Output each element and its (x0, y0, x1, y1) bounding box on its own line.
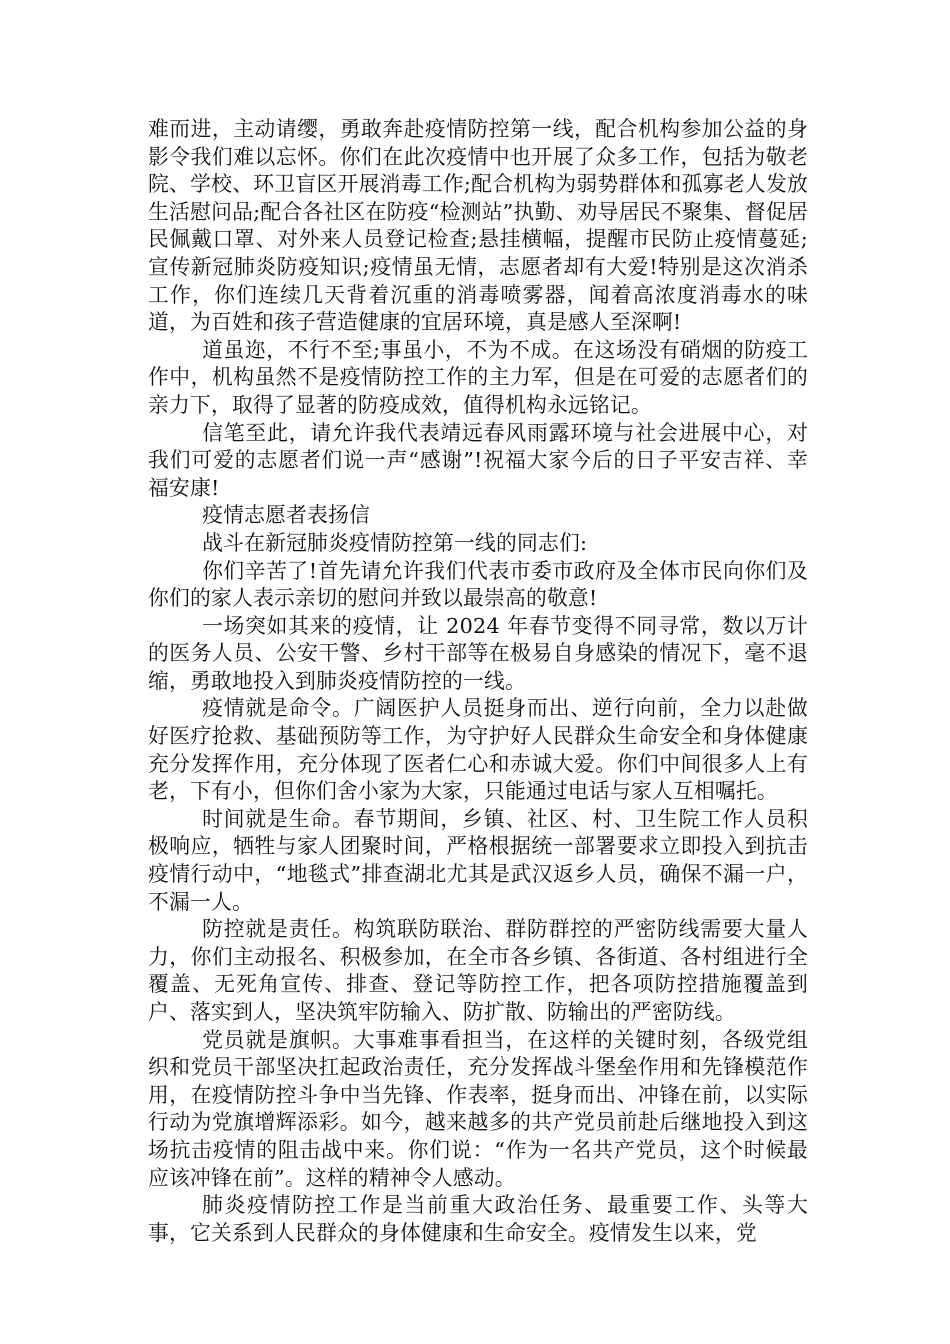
paragraph-party-members: 党员就是旗帜。大事难事看担当，在这样的关键时刻，各级党组织和党员干部坚决扛起政治责任，充分发挥战斗堡垒作用和先锋模范作用，在疫情防控斗争中当先锋、作表率，挺身而出、冲锋在前，以实际行动为党旗增辉添彩。如今，越来越多的共产党员前赴后继地投入到这场抗击疫情的阻击战中来。你们说：“作为一名共产党员，这个时候最应该冲锋在前”。这样的精神令人感动。 (148, 1027, 808, 1190)
paragraph-time-is-life: 时间就是生命。春节期间，乡镇、社区、村、卫生院工作人员积极响应，牺牲与家人团聚时间，严格根据统一部署要求立即投入到抗击疫情行动中，“地毯式”排查湖北尤其是武汉返乡人员，确保不漏一户，不漏一人。 (148, 806, 808, 914)
paragraph-greeting: 你们辛苦了!首先请允许我们代表市委市政府及全体市民向你们及你们的家人表示亲切的慰问并致以最崇高的敬意! (148, 558, 808, 611)
letter-title: 疫情志愿者表扬信 (202, 503, 371, 528)
paragraph-political-task: 肺炎疫情防控工作是当前重大政治任务、最重要工作、头等大事，它关系到人民群众的身体健康和生命安全。疫情发生以来，党 (148, 1193, 808, 1245)
paragraph-prevention-duty: 防控就是责任。构筑联防联治、群防群控的严密防线需要大量人力，你们主动报名、积极参加，在全市各乡镇、各街道、各村组进行全覆盖、无死角宣传、排查、登记等防控工作，把各项防控措施覆盖到户、落实到人，坚决筑牢防输入、防扩散、防输出的严密防线。 (148, 917, 808, 1024)
paragraph-epidemic-intro: 一场突如其来的疫情，让 2024 年春节变得不同寻常，数以万计的医务人员、公安干警、乡村干部等在极易自身感染的情况下，毫不退缩，勇敢地投入到肺炎疫情防控的一线。 (148, 613, 808, 693)
paragraph-volunteer-work: 难而进，主动请缨，勇敢奔赴疫情防控第一线，配合机构参加公益的身影令我们难以忘怀。你们在此次疫情中也开展了众多工作，包括为敬老院、学校、环卫盲区开展消毒工作;配合机构为弱势群体和孤寡老人发放生活慰问品;配合各社区在防疫“检测站”执勤、劝导居民不聚集、督促居民佩戴口罩、对外来人员登记检查;悬挂横幅，提醒市民防止疫情蔓延;宣传新冠肺炎防疫知识;疫情虽无情，志愿者却有大爱!特别是这次消杀工作，你们连续几天背着沉重的消毒喷雾器，闻着高浓度消毒水的味道，为百姓和孩子营造健康的宜居环境，真是感人至深啊! (148, 117, 808, 335)
paragraph-epidemic-command: 疫情就是命令。广阔医护人员挺身而出、逆行向前，全力以赴做好医疗抢救、基础预防等工作，为守护好人民群众生命安全和身体健康充分发挥作用，充分体现了医者仁心和赤诚大爱。你们中间很多人上有老，下有小，但你们舍小家为大家，只能通过电话与家人互相嘱托。 (148, 696, 808, 804)
document-body (148, 116, 808, 1247)
paragraph-achievement: 道虽迩，不行不至;事虽小，不为不成。在这场没有硝烟的防疫工作中，机构虽然不是疫情防控工作的主力军，但是在可爱的志愿者们的亲力下，取得了显著的防疫成效，值得机构永远铭记。 (148, 337, 808, 417)
paragraph-thanks: 信笔至此，请允许我代表靖远春风雨露环境与社会进展中心，对我们可爱的志愿者们说一声“感谢”!祝福大家今后的日子平安吉祥、幸福安康! (148, 420, 808, 500)
letter-salutation: 战斗在新冠肺炎疫情防控第一线的同志们: (202, 530, 588, 555)
